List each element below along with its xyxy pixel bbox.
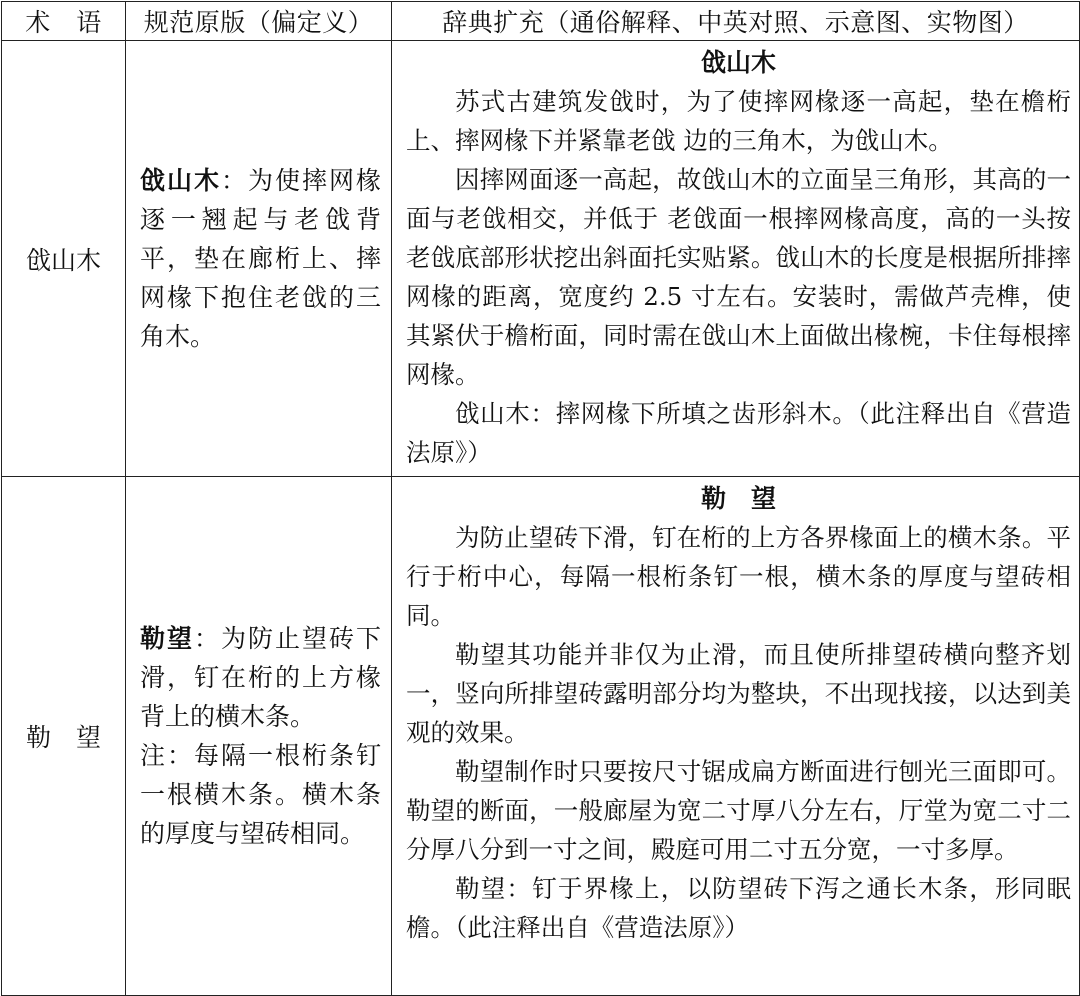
dictionary-paragraph: 苏式古建筑发戗时，为了使摔网椽逐一高起，垫在檐桁上、摔网椽下并紧靠老戗 边的三角木，为戗山木。 bbox=[406, 87, 1071, 155]
dictionary-paragraph: 勒望其功能并非仅为止滑，而且使所排望砖横向整齐划一，竖向所排望砖露明部分均为整块，不出现找接，以达到美观的效果。 bbox=[406, 640, 1071, 747]
standard-note: 注：每隔一根桁条钉一根横木条。横木条的厚度与望砖相同。 bbox=[140, 741, 381, 848]
header-term: 术 语 bbox=[2, 2, 126, 41]
standard-definition: ：为防止望砖下滑，钉在桁的上方椽背上的横木条。 bbox=[140, 624, 381, 731]
term-cell: 戗山木 bbox=[2, 41, 126, 477]
table-row bbox=[2, 477, 1080, 996]
dictionary-cell bbox=[392, 41, 1080, 477]
standard-term-bold: 戗山木 bbox=[140, 166, 221, 195]
standard-definition: ：为使摔网椽逐一翘起与老戗背平，垫在廊桁上、摔网椽下抱住老戗的三角木。 bbox=[140, 166, 381, 351]
dictionary-paragraph: 勒望：钉于界椽上，以防望砖下泻之通长木条，形同眠檐。（此注释出自《营造法原》） bbox=[406, 874, 1071, 942]
table-row bbox=[2, 41, 1080, 477]
standard-cell bbox=[126, 477, 392, 996]
standard-term-bold: 勒望 bbox=[140, 624, 194, 653]
dictionary-paragraph: 勒望制作时只要按尺寸锯成扁方断面进行刨光三面即可。勒望的断面，一般廊屋为宽二寸厚八分左右，厅堂为宽二寸二分厚八分到一寸之间，殿庭可用二寸五分宽，一寸多厚。 bbox=[406, 757, 1071, 864]
dictionary-cell bbox=[392, 477, 1080, 996]
standard-cell bbox=[126, 41, 392, 477]
dictionary-paragraph: 因摔网面逐一高起，故戗山木的立面呈三角形，其高的一面与老戗相交，并低于 老戗面一根摔网椽高度，高的一头按老戗底部形状挖出斜面托实贴紧。戗山木的长度是根据所排摔网椽的距离，宽度约 2.5 寸左右。安装时，需做芦壳榫，使其紧伏于檐桁面，同时需在戗山木上面做出椽椀，卡住每根摔网椽。 bbox=[406, 165, 1071, 389]
header-dictionary: 辞典扩充（通俗解释、中英对照、示意图、实物图） bbox=[392, 2, 1080, 41]
header-row bbox=[2, 2, 1080, 41]
standard-definition-block bbox=[140, 619, 381, 736]
header-standard: 规范原版（偏定义） bbox=[126, 2, 392, 41]
dictionary-paragraph: 为防止望砖下滑，钉在桁的上方各界椽面上的横木条。平行于桁中心，每隔一根桁条钉一根，横木条的厚度与望砖相同。 bbox=[406, 523, 1071, 630]
dictionary-title: 戗山木 bbox=[700, 48, 776, 77]
dictionary-title: 勒 望 bbox=[700, 484, 776, 513]
glossary-table bbox=[1, 1, 1080, 996]
dictionary-paragraph: 戗山木：摔网椽下所填之齿形斜木。（此注释出自《营造法原》） bbox=[406, 399, 1071, 467]
term-cell: 勒 望 bbox=[2, 477, 126, 996]
